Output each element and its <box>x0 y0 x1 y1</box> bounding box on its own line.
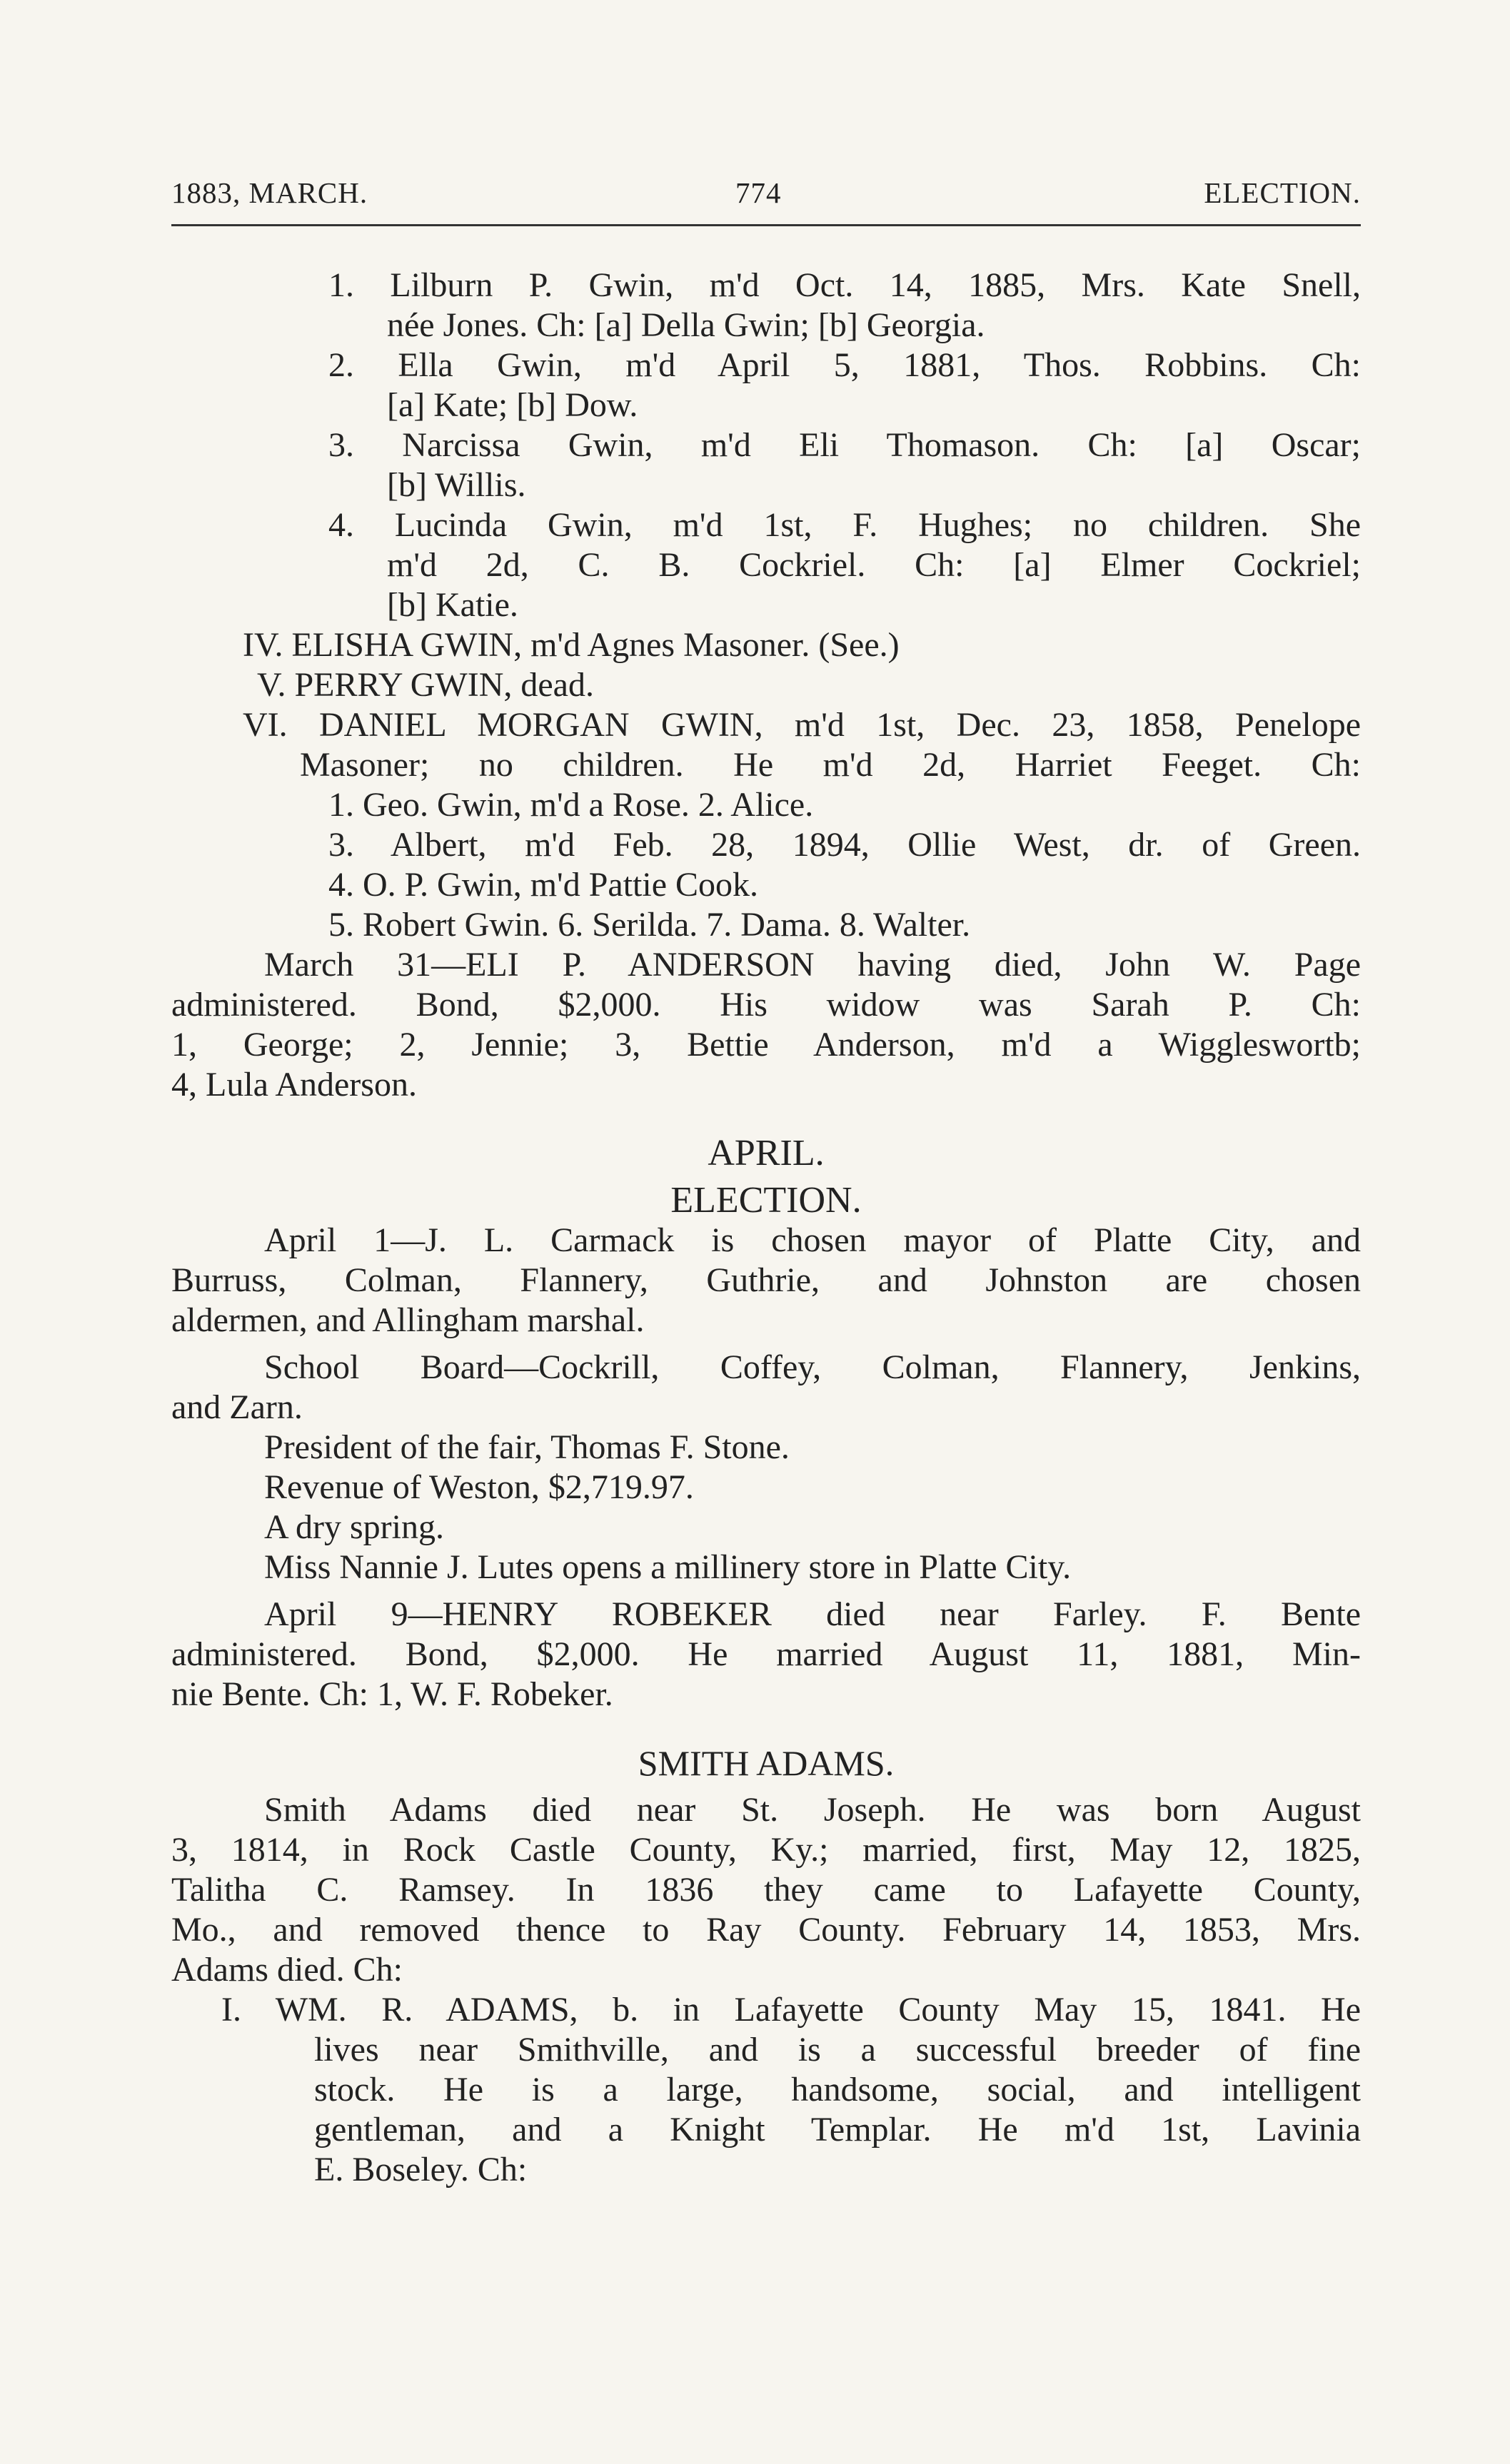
text-line: 2. Ella Gwin, m'd April 5, 1881, Thos. Robbins. Ch: <box>328 346 1361 384</box>
text-line: lives near Smithville, and is a successful breeder of fine <box>314 2031 1361 2069</box>
heading-election: ELECTION. <box>670 1180 862 1221</box>
text-line: 4. Lucinda Gwin, m'd 1st, F. Hughes; no children. She <box>328 506 1361 544</box>
text-line: Burruss, Colman, Flannery, Guthrie, and Johnston are chosen <box>171 1261 1361 1299</box>
page-number: 774 <box>735 176 782 209</box>
text-line: A dry spring. <box>264 1508 444 1546</box>
text-line: April 1—J. L. Carmack is chosen mayor of Platte City, and <box>264 1221 1361 1259</box>
text-line: administered. Bond, $2,000. His widow was Sarah P. Ch: <box>171 986 1361 1024</box>
text-line: Smith Adams died near St. Joseph. He was born August <box>264 1791 1361 1829</box>
header-rule <box>171 224 1361 226</box>
text-line: 1. Geo. Gwin, m'd a Rose. 2. Alice. <box>328 786 814 824</box>
text-line: [b] Katie. <box>387 586 518 624</box>
text-line: V. PERRY GWIN, dead. <box>257 666 594 704</box>
header-date: 1883, MARCH. <box>171 176 368 209</box>
text-line: Mo., and removed thence to Ray County. February 14, 1853, Mrs. <box>171 1911 1361 1949</box>
heading-april: APRIL. <box>708 1133 825 1173</box>
text-line: Talitha C. Ramsey. In 1836 they came to Lafayette County, <box>171 1871 1361 1909</box>
text-line: April 9—HENRY ROBEKER died near Farley. F. Bente <box>264 1595 1361 1633</box>
text-line: 4. O. P. Gwin, m'd Pattie Cook. <box>328 866 759 904</box>
text-line: Masoner; no children. He m'd 2d, Harriet Feeget. Ch: <box>300 746 1361 784</box>
text-line: and Zarn. <box>171 1388 303 1426</box>
text-line: 4, Lula Anderson. <box>171 1066 417 1104</box>
text-line: nie Bente. Ch: 1, W. F. Robeker. <box>171 1675 613 1713</box>
page-body <box>171 266 1361 2190</box>
text-line: I. WM. R. ADAMS, b. in Lafayette County May 15, 1841. He <box>221 1991 1361 2029</box>
text-line: 3, 1814, in Rock Castle County, Ky.; married, first, May 12, 1825, <box>171 1831 1361 1869</box>
text-line: Revenue of Weston, $2,719.97. <box>264 1468 694 1506</box>
text-line: aldermen, and Allingham marshal. <box>171 1301 645 1339</box>
heading-smith-adams: SMITH ADAMS. <box>638 1743 895 1783</box>
text-line: 3. Narcissa Gwin, m'd Eli Thomason. Ch: [a] Oscar; <box>328 426 1361 464</box>
text-line: [a] Kate; [b] Dow. <box>387 386 638 424</box>
text-line: 3. Albert, m'd Feb. 28, 1894, Ollie West, dr. of Green. <box>328 826 1361 864</box>
running-header <box>171 176 1361 218</box>
text-line: Adams died. Ch: <box>171 1951 403 1989</box>
text-line: E. Boseley. Ch: <box>314 2151 528 2188</box>
text-line: March 31—ELI P. ANDERSON having died, John W. Page <box>264 946 1361 984</box>
text-line: Miss Nannie J. Lutes opens a millinery store in Platte City. <box>264 1548 1072 1586</box>
text-line: m'd 2d, C. B. Cockriel. Ch: [a] Elmer Cockriel; <box>387 546 1361 584</box>
text-line: [b] Willis. <box>387 466 526 504</box>
text-line: 1, George; 2, Jennie; 3, Bettie Anderson, m'd a Wiggleswortb; <box>171 1026 1361 1064</box>
text-line: VI. DANIEL MORGAN GWIN, m'd 1st, Dec. 23, 1858, Penelope <box>243 706 1361 744</box>
text-line: gentleman, and a Knight Templar. He m'd 1st, Lavinia <box>314 2111 1361 2149</box>
text-line: 1. Lilburn P. Gwin, m'd Oct. 14, 1885, Mrs. Kate Snell, <box>328 266 1361 304</box>
text-line: stock. He is a large, handsome, social, and intelligent <box>314 2071 1361 2109</box>
text-line: President of the fair, Thomas F. Stone. <box>264 1428 790 1466</box>
header-section: ELECTION. <box>1204 176 1361 209</box>
text-line: School Board—Cockrill, Coffey, Colman, Flannery, Jenkins, <box>264 1348 1361 1386</box>
text-line: 5. Robert Gwin. 6. Serilda. 7. Dama. 8. Walter. <box>328 906 971 944</box>
text-line: née Jones. Ch: [a] Della Gwin; [b] Georgia. <box>387 306 985 344</box>
text-line: IV. ELISHA GWIN, m'd Agnes Masoner. (See.) <box>243 626 900 664</box>
text-line: administered. Bond, $2,000. He married August 11, 1881, Min- <box>171 1635 1361 1673</box>
